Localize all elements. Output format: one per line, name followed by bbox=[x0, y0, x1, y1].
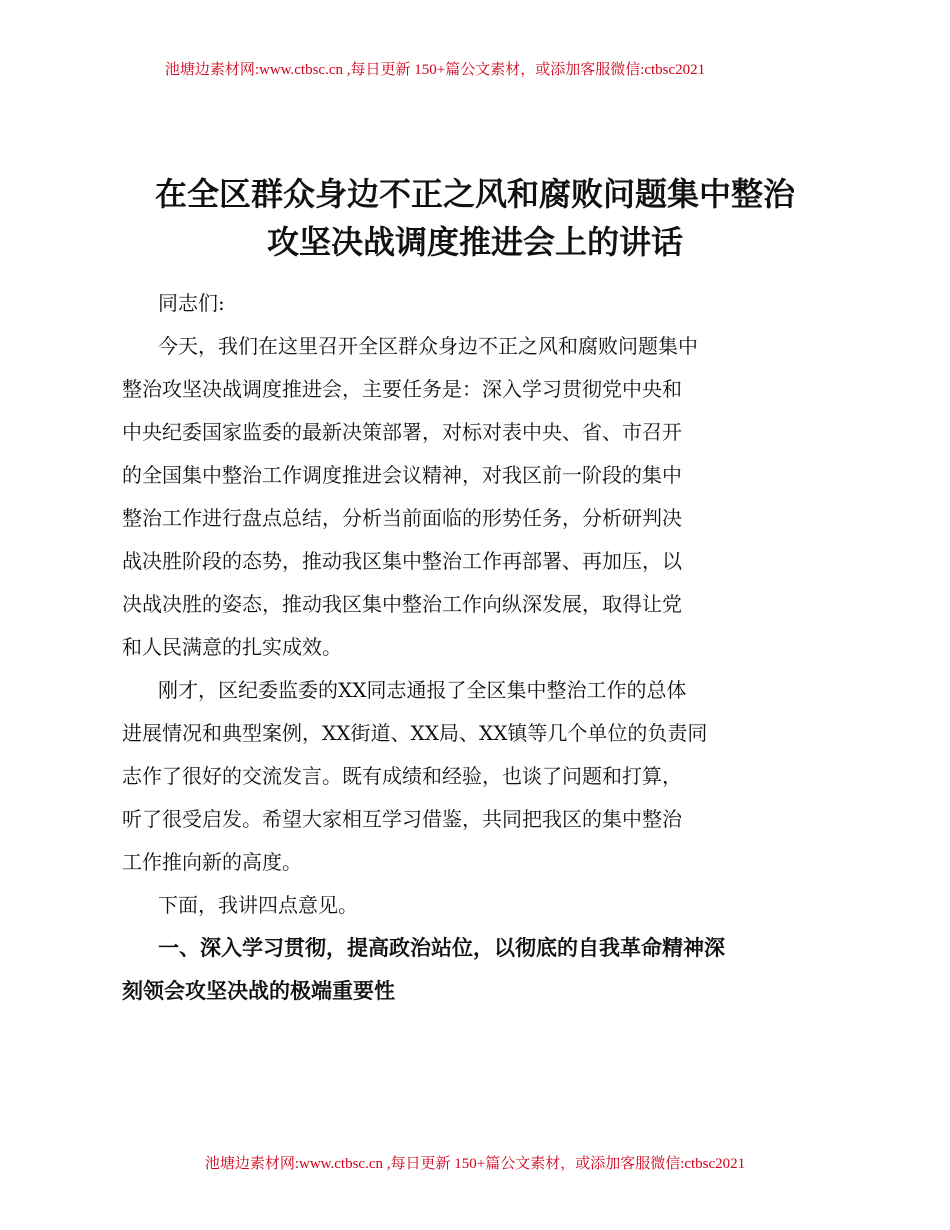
paragraph-2-line-1: 刚才，区纪委监委的XX同志通报了全区集中整治工作的总体 bbox=[158, 678, 687, 702]
paragraph-1-line-7: 决战决胜的姿态，推动我区集中整治工作向纵深发展，取得让党 bbox=[122, 592, 682, 616]
paragraph-2-line-4: 听了很受启发。希望大家相互学习借鉴，共同把我区的集中整治 bbox=[122, 807, 682, 831]
watermark-top: 池塘边素材网:www.ctbsc.cn ,每日更新 150+篇公文素材，或添加客服微信:ctbsc2021 bbox=[164, 62, 706, 78]
document-title-line-1: 在全区群众身边不正之风和腐败问题集中整治 bbox=[154, 175, 795, 213]
paragraph-2-line-2: 进展情况和典型案例，XX街道、XX局、XX镇等几个单位的负责同 bbox=[122, 721, 708, 745]
paragraph-1-line-6: 战决胜阶段的态势，推动我区集中整治工作再部署、再加压，以 bbox=[122, 549, 682, 573]
paragraph-1-line-8: 和人民满意的扎实成效。 bbox=[122, 635, 342, 659]
paragraph-2-line-3: 志作了很好的交流发言。既有成绩和经验，也谈了问题和打算， bbox=[122, 764, 682, 788]
paragraph-3: 下面，我讲四点意见。 bbox=[158, 893, 358, 917]
section-heading-1-line-1: 一、深入学习贯彻，提高政治站位，以彻底的自我革命精神深 bbox=[158, 936, 725, 960]
paragraph-1-line-1: 今天，我们在这里召开全区群众身边不正之风和腐败问题集中 bbox=[158, 334, 698, 358]
paragraph-1-line-4: 的全国集中整治工作调度推进会议精神，对我区前一阶段的集中 bbox=[122, 463, 682, 487]
paragraph-1-line-2: 整治攻坚决战调度推进会，主要任务是：深入学习贯彻党中央和 bbox=[122, 377, 682, 401]
paragraph-1-line-3: 中央纪委国家监委的最新决策部署，对标对表中央、省、市召开 bbox=[122, 420, 682, 444]
paragraph-1-line-5: 整治工作进行盘点总结，分析当前面临的形势任务，分析研判决 bbox=[122, 506, 682, 530]
paragraph-2-line-5: 工作推向新的高度。 bbox=[122, 850, 302, 874]
watermark-bottom: 池塘边素材网:www.ctbsc.cn ,每日更新 150+篇公文素材，或添加客服微信:ctbsc2021 bbox=[204, 1156, 746, 1172]
greeting: 同志们: bbox=[158, 291, 225, 315]
section-heading-1-line-2: 刻领会攻坚决战的极端重要性 bbox=[122, 979, 395, 1003]
document-title-line-2: 攻坚决战调度推进会上的讲话 bbox=[266, 223, 683, 261]
